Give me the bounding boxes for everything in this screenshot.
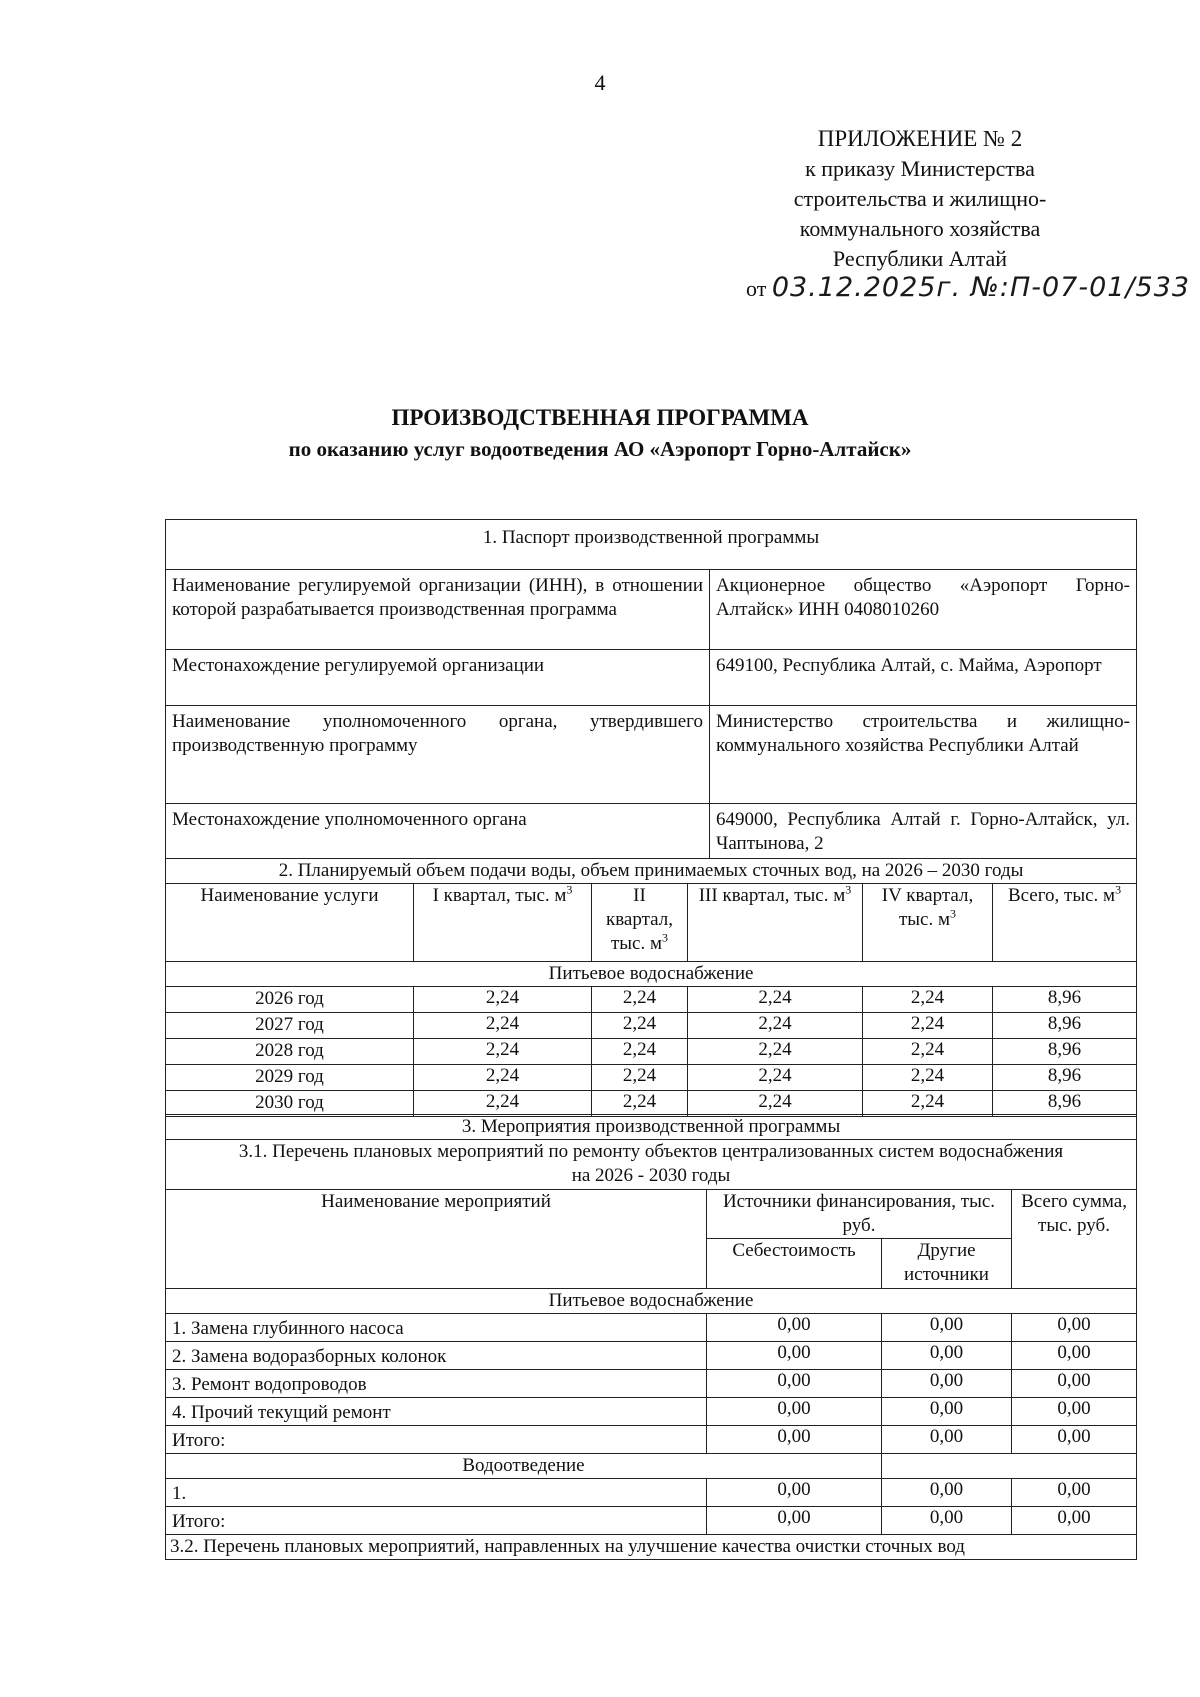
- passport-table: [165, 519, 1137, 859]
- col-funding: Источники финансирования, тыс. руб.: [707, 1190, 1012, 1239]
- passport-value: Министерство строительства и жилищно-коммунального хозяйства Республики Алтай: [710, 706, 1137, 804]
- col-q3: III квартал, тыс. $м^3$: [688, 884, 863, 962]
- date-prefix: от: [746, 276, 767, 301]
- appendix-line: строительства и жилищно-: [793, 186, 1047, 211]
- handwritten-date-number: 03.12.2025г. №:П-07-01/533: [771, 272, 1191, 303]
- sub2-header: 3.2. Перечень плановых мероприятий, направленных на улучшение качества очистки сточных вод: [166, 1535, 1137, 1560]
- table-row: Итого: 0,00 0,00 0,00: [166, 1426, 1137, 1454]
- appendix-line: к приказу Министерства: [805, 156, 1035, 181]
- table-row: 3. Ремонт водопроводов 0,00 0,00 0,00: [166, 1370, 1137, 1398]
- col-q1: I квартал, тыс. $м^3$: [414, 884, 592, 962]
- appendix-line: Республики Алтай: [832, 246, 1008, 271]
- passport-label: Наименование уполномоченного органа, утвердившего производственную программу: [166, 706, 710, 804]
- measures-header: 3. Мероприятия производственной программы: [166, 1115, 1137, 1140]
- table-row: 2. Замена водоразборных колонок 0,00 0,00 0,00: [166, 1342, 1137, 1370]
- table-row: 4. Прочий текущий ремонт 0,00 0,00 0,00: [166, 1398, 1137, 1426]
- order-date-line: [746, 272, 1190, 303]
- page-number: 4: [594, 70, 606, 95]
- passport-label: Наименование регулируемой организации (ИНН), в отношении которой разрабатывается производственная программа: [166, 570, 710, 650]
- passport-label: Местонахождение уполномоченного органа: [166, 804, 710, 859]
- col-q4: IV квартал, тыс. $м^3$: [863, 884, 993, 962]
- table-row: 2026 год 2,24 2,24 2,24 2,24 8,96: [166, 987, 1137, 1013]
- appendix-block: [740, 124, 1100, 274]
- appendix-line: коммунального хозяйства: [799, 216, 1041, 241]
- table-row: 1. Замена глубинного насоса 0,00 0,00 0,00: [166, 1314, 1137, 1342]
- table-row: 2027 год 2,24 2,24 2,24 2,24 8,96: [166, 1013, 1137, 1039]
- col-other: Другие источники: [882, 1239, 1012, 1289]
- col-cost: Себестоимость: [707, 1239, 882, 1289]
- table-row: 1. 0,00 0,00 0,00: [166, 1479, 1137, 1507]
- col-measure-total: Всего сумма, тыс. руб.: [1012, 1190, 1137, 1289]
- col-q2: II квартал, тыс. $м^3$: [592, 884, 688, 962]
- document-subtitle: по оказанию услуг водоотведения АО «Аэропорт Горно-Алтайск»: [288, 437, 912, 461]
- passport-label: Местонахождение регулируемой организации: [166, 650, 710, 706]
- table-row: Итого: 0,00 0,00 0,00: [166, 1507, 1137, 1535]
- section-label: Питьевое водоснабжение: [166, 962, 1137, 987]
- measures-table: [165, 1114, 1137, 1560]
- col-service: Наименование услуги: [166, 884, 414, 962]
- volume-header: 2. Планируемый объем подачи воды, объем принимаемых сточных вод, на 2026 – 2030 годы: [166, 859, 1137, 884]
- table-row: 2030 год 2,24 2,24 2,24 2,24 8,96: [166, 1091, 1137, 1117]
- table-row: 2028 год 2,24 2,24 2,24 2,24 8,96: [166, 1039, 1137, 1065]
- volume-table: [165, 858, 1137, 1117]
- passport-value: 649100, Республика Алтай, с. Майма, Аэропорт: [710, 650, 1137, 706]
- passport-header: 1. Паспорт производственной программы: [166, 520, 1137, 570]
- section-label: Питьевое водоснабжение: [166, 1289, 1137, 1314]
- passport-value: Акционерное общество «Аэропорт Горно-Алтайск» ИНН 0408010260: [710, 570, 1137, 650]
- col-measure-name: Наименование мероприятий: [166, 1190, 707, 1289]
- table-row: 2029 год 2,24 2,24 2,24 2,24 8,96: [166, 1065, 1137, 1091]
- appendix-title: ПРИЛОЖЕНИЕ № 2: [817, 126, 1023, 151]
- document-title: ПРОИЗВОДСТВЕННАЯ ПРОГРАММА: [391, 405, 809, 430]
- sub1-header: 3.1. Перечень плановых мероприятий по ремонту объектов централизованных систем водоснабжения на 2026 - 2030 годы: [166, 1140, 1137, 1190]
- section-label: Водоотведение: [166, 1454, 882, 1479]
- col-total: Всего, тыс. $м^3$: [993, 884, 1137, 962]
- passport-value: 649000, Республика Алтай г. Горно-Алтайск, ул. Чаптынова, 2: [710, 804, 1137, 859]
